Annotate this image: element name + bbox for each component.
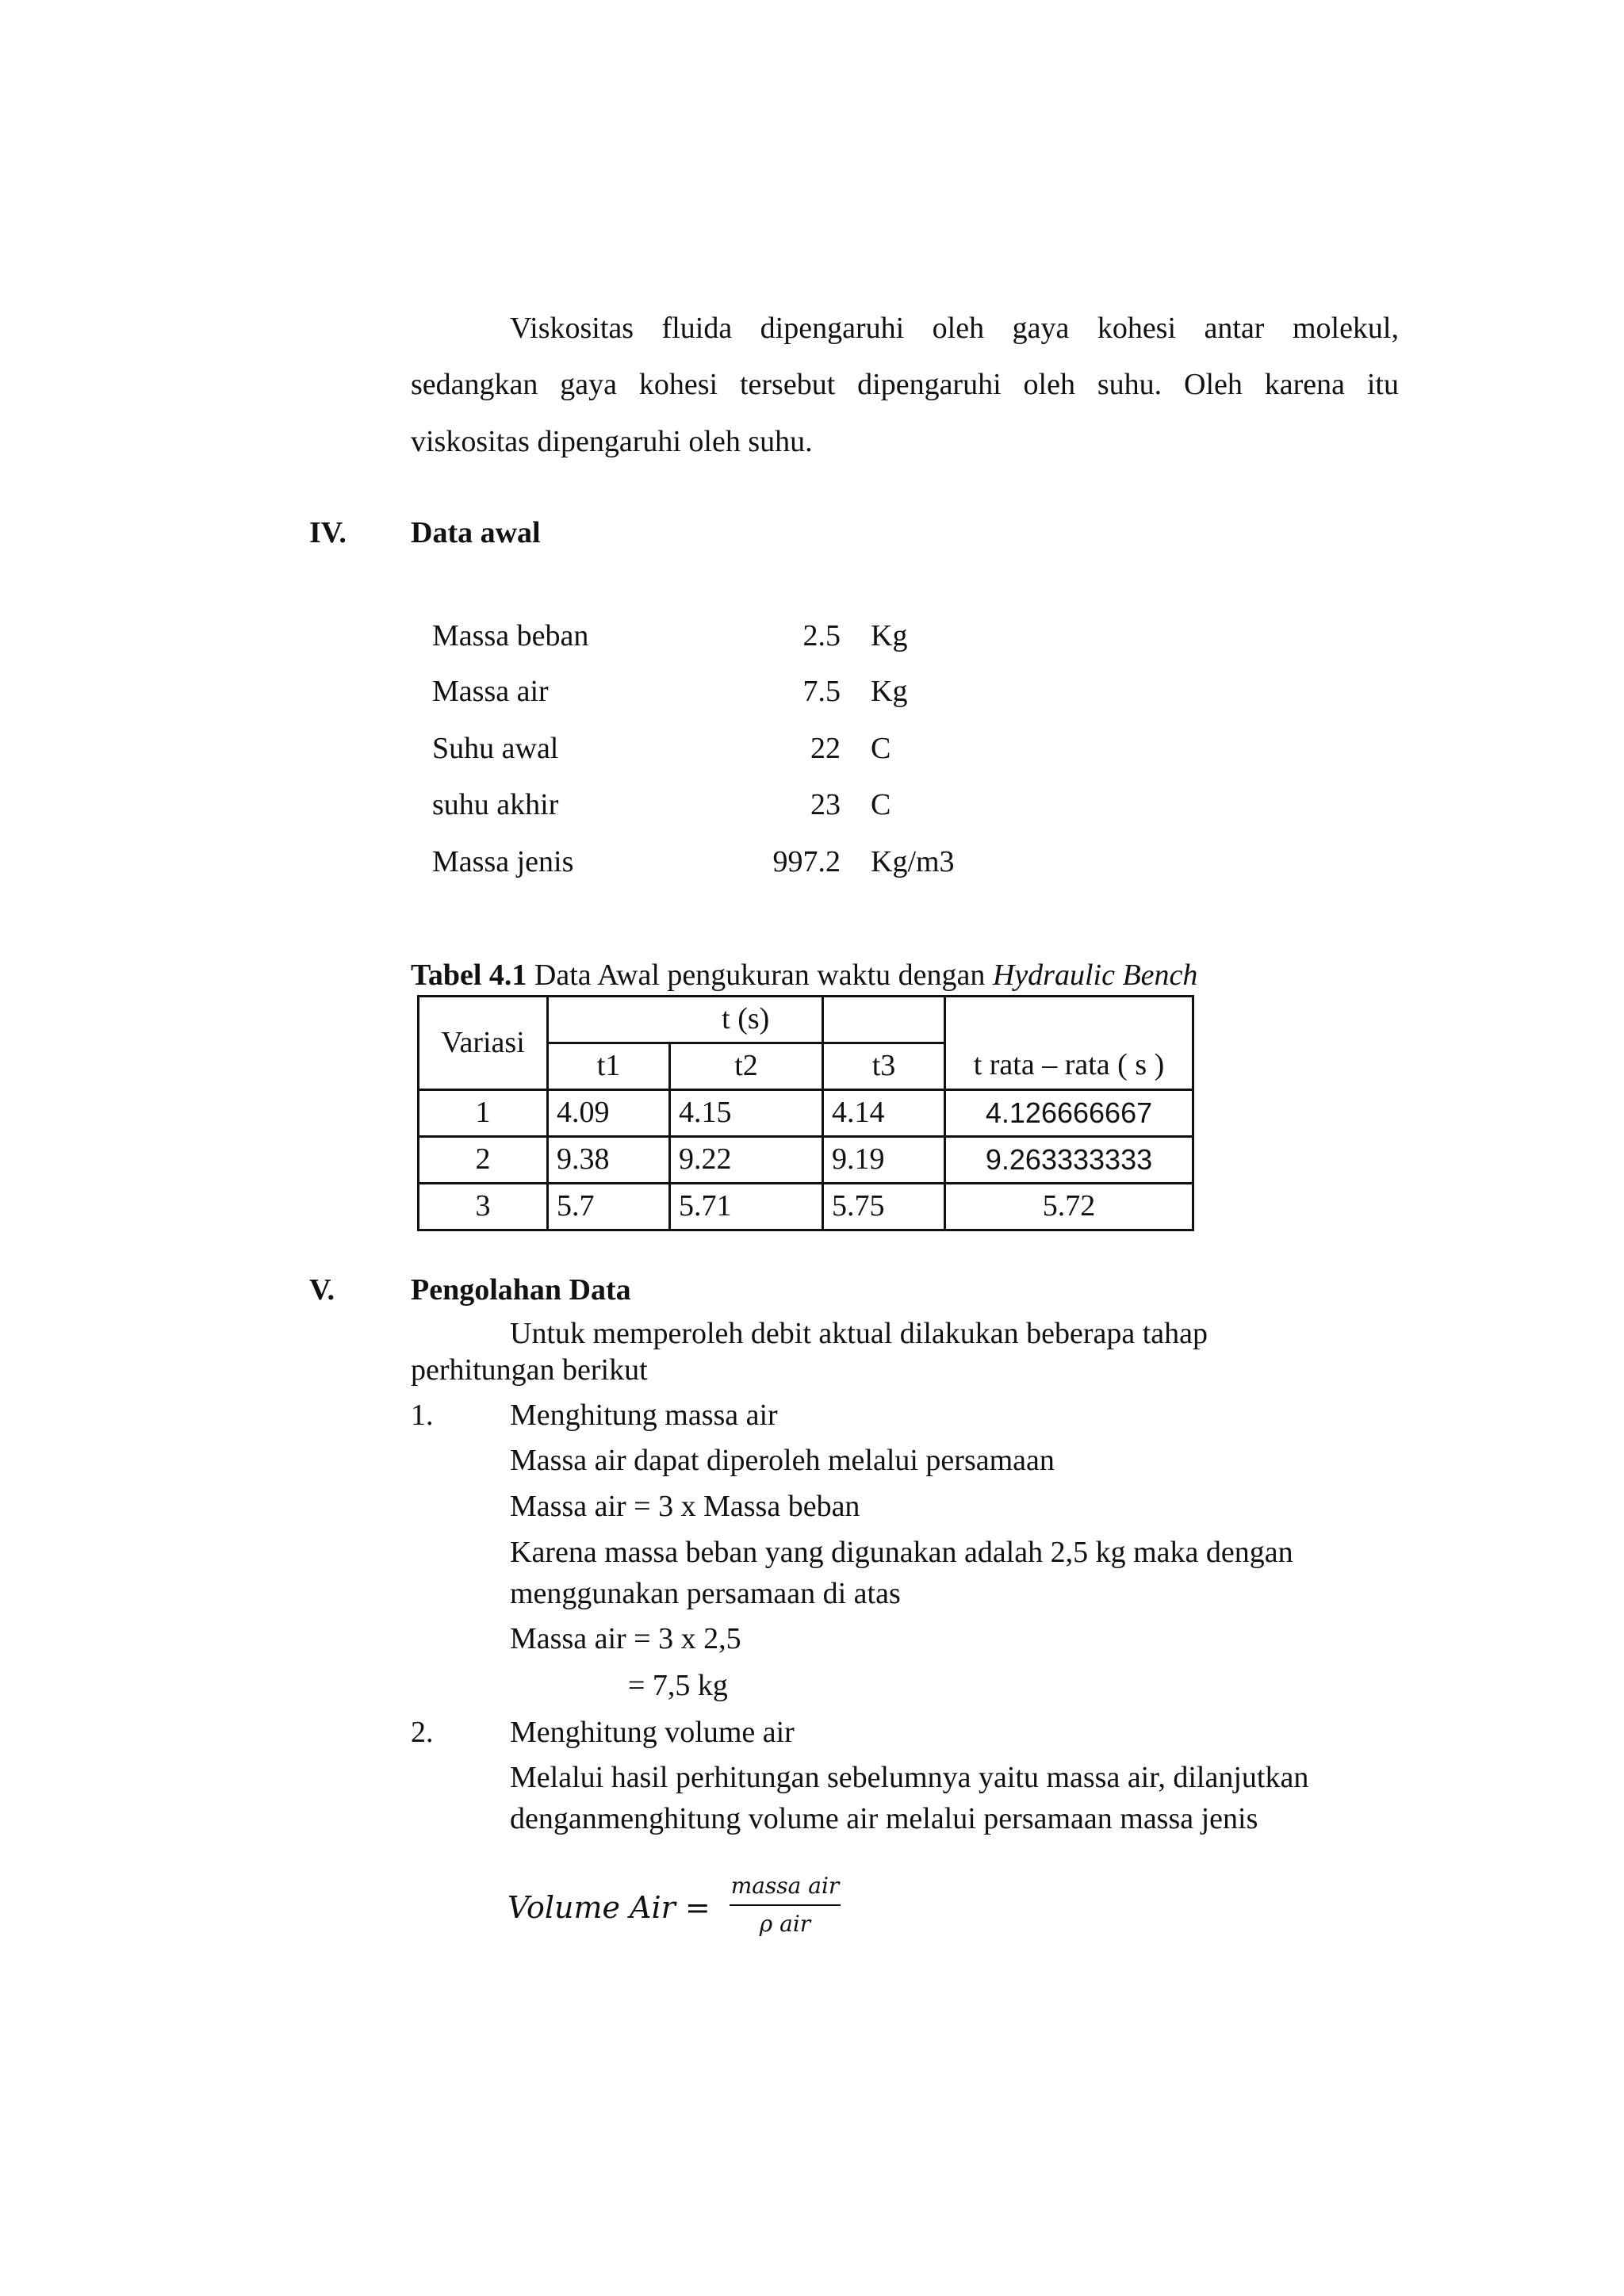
cell-avg: 9.263333333 (945, 1137, 1193, 1184)
step-2-line-2: denganmenghitung volume air melalui persamaan massa jenis (510, 1802, 1258, 1835)
data-awal-value: 2.5 (802, 619, 841, 652)
data-awal-label: Massa jenis (432, 845, 574, 878)
step-1-line-1: Massa air dapat diperoleh melalui persamaan (510, 1444, 1055, 1477)
section-4-title: Data awal (411, 516, 541, 549)
step-1-equation: Massa air = 3 x Massa beban (510, 1490, 860, 1523)
section-5-number: V. (309, 1273, 335, 1307)
data-awal-unit: Kg (871, 675, 908, 708)
data-awal-label: Massa beban (432, 619, 589, 652)
data-awal-label: Suhu awal (432, 732, 559, 765)
header-variasi: Variasi (419, 997, 548, 1090)
formula-lhs: Volume Air = (508, 1890, 710, 1925)
header-t-left (548, 997, 670, 1043)
cell-t3: 4.14 (823, 1090, 945, 1137)
cell-t2: 5.71 (670, 1184, 823, 1230)
data-awal-unit: C (871, 732, 891, 765)
step-1-number: 1. (411, 1399, 434, 1432)
table-header-row (419, 997, 1193, 1043)
header-t-blank (823, 997, 945, 1043)
table-caption-text: Data Awal pengukuran waktu dengan (527, 959, 993, 992)
table-row (419, 1184, 1193, 1230)
step-1-line-2: Karena massa beban yang digunakan adalah 2,5 kg maka dengan (510, 1536, 1293, 1569)
cell-t1: 4.09 (548, 1090, 670, 1137)
cell-t1: 9.38 (548, 1137, 670, 1184)
data-awal-unit: Kg (871, 619, 908, 652)
step-1-title: Menghitung massa air (510, 1399, 778, 1432)
table-row (419, 1090, 1193, 1137)
cell-t3: 5.75 (823, 1184, 945, 1230)
step-1-calc-1: Massa air = 3 x 2,5 (510, 1622, 741, 1655)
table-caption-label: Tabel 4.1 (411, 959, 527, 992)
cell-avg: 4.126666667 (945, 1090, 1193, 1137)
data-awal-label: suhu akhir (432, 788, 559, 821)
data-awal-unit: C (871, 788, 891, 821)
cell-variasi: 1 (419, 1090, 548, 1137)
intro-line-2: sedangkan gaya kohesi tersebut dipengaruhi oleh suhu. Oleh karena itu (411, 368, 1399, 401)
table-row (419, 1137, 1193, 1184)
cell-t2: 9.22 (670, 1137, 823, 1184)
data-awal-value: 23 (810, 788, 841, 821)
section-4-number: IV. (309, 516, 347, 549)
step-2-line-1: Melalui hasil perhitungan sebelumnya yaitu massa air, dilanjutkan (510, 1761, 1309, 1794)
data-awal-value: 22 (810, 732, 841, 765)
data-table (417, 995, 1194, 1231)
table-caption (411, 958, 1197, 994)
header-t3: t3 (823, 1043, 945, 1090)
step-2-number: 2. (411, 1716, 434, 1749)
header-t2: t2 (670, 1043, 823, 1090)
step-1-line-3: menggunakan persamaan di atas (510, 1577, 901, 1610)
formula-fraction (726, 1873, 845, 1937)
cell-t2: 4.15 (670, 1090, 823, 1137)
cell-variasi: 3 (419, 1184, 548, 1230)
table-caption-italic: Hydraulic Bench (992, 959, 1198, 992)
formula-numerator: massa air (730, 1873, 840, 1899)
cell-t1: 5.7 (548, 1184, 670, 1230)
cell-variasi: 2 (419, 1137, 548, 1184)
data-awal-value: 7.5 (802, 675, 841, 708)
section-5-intro-1: Untuk memperoleh debit aktual dilakukan beberapa tahap (510, 1317, 1208, 1350)
header-t1: t1 (548, 1043, 670, 1090)
data-awal-value: 997.2 (772, 845, 841, 878)
section-5-title: Pengolahan Data (411, 1273, 631, 1307)
data-awal-label: Massa air (432, 675, 549, 708)
intro-line-3: viskositas dipengaruhi oleh suhu. (411, 425, 813, 458)
formula-denominator: ρ air (759, 1910, 811, 1937)
cell-t3: 9.19 (823, 1137, 945, 1184)
step-2-title: Menghitung volume air (510, 1716, 795, 1749)
cell-avg: 5.72 (945, 1184, 1193, 1230)
intro-line-1: Viskositas fluida dipengaruhi oleh gaya kohesi antar molekul, (510, 312, 1399, 345)
data-awal-unit: Kg/m3 (871, 845, 955, 878)
header-t: t (s) (670, 997, 823, 1043)
section-5-intro-2: perhitungan berikut (411, 1353, 648, 1387)
header-avg: t rata – rata ( s ) (945, 997, 1193, 1090)
step-1-calc-2: = 7,5 kg (628, 1669, 728, 1702)
